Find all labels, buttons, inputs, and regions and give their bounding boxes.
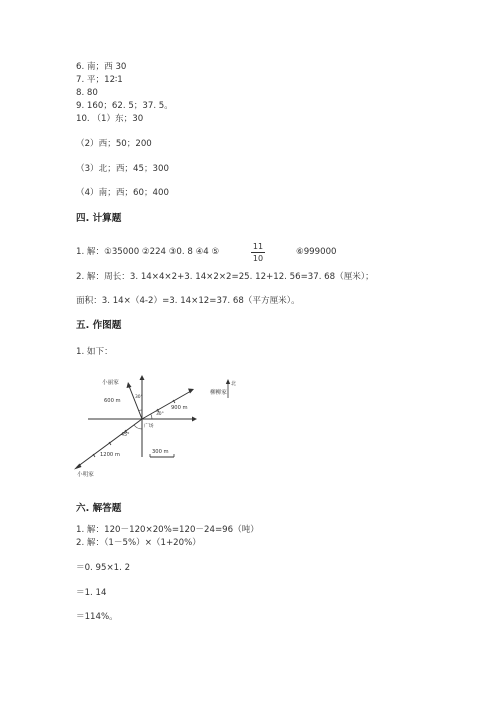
answer-9: 9. 160；62. 5；37. 5。 — [76, 101, 173, 111]
direction-diagram — [60, 372, 250, 482]
solve-q1: 1. 解：120－120×20%=120－24=96（吨） — [76, 525, 259, 535]
label-angle-30-nw: 30° — [135, 395, 143, 400]
fraction — [251, 242, 265, 263]
fraction-numerator: 11 — [252, 242, 264, 251]
arrow-xiaoli — [127, 382, 132, 388]
angle-arc-sw — [134, 425, 142, 429]
answer-8: 8. 80 — [76, 88, 98, 98]
answer-10-1: 10. （1）东；30 — [76, 114, 144, 124]
solve-step-2: ＝1. 14 — [76, 588, 107, 598]
label-scale: 300 m — [152, 449, 169, 455]
label-xiaoming: 小明家 — [77, 472, 94, 478]
label-xiaoli: 小丽家 — [102, 380, 119, 386]
axis-arrow-east — [192, 417, 197, 422]
solve-step-1: ＝0. 95×1. 2 — [76, 563, 131, 573]
angle-arc-ne — [151, 414, 152, 419]
label-1200m: 1200 m — [100, 452, 120, 458]
answer-10-2: （2）西；50；200 — [76, 139, 152, 149]
label-guangchang: 广场 — [144, 424, 154, 429]
label-600m: 600 m — [104, 398, 121, 404]
answer-10-3: （3）北；西；45；300 — [76, 164, 169, 174]
solve-step-3: ＝114%。 — [76, 612, 118, 622]
section-6-heading: 六. 解答题 — [76, 503, 122, 514]
calc-q2-line2: 面积：3. 14×（4-2）=3. 14×12=37. 68（平方厘米）。 — [76, 296, 300, 306]
north-indicator-arrow — [226, 379, 230, 384]
section-4-heading: 四. 计算题 — [76, 213, 122, 224]
ray-to-xiaoli — [129, 386, 142, 419]
solve-q2: 2. 解：（1－5%）×（1+20%） — [76, 538, 201, 548]
answer-10-4: （4）南；西；60；400 — [76, 188, 169, 198]
answer-6: 6. 南；西 30 — [76, 62, 127, 72]
label-liuliu: 柳柳家 — [210, 390, 227, 396]
fraction-denominator: 10 — [252, 254, 264, 263]
calc-q1-suffix: ⑥999000 — [296, 247, 337, 257]
answer-7: 7. 平；12∶1 — [76, 75, 123, 85]
label-angle-45: 45° — [121, 433, 130, 438]
label-angle-30-ne: 30° — [156, 412, 164, 417]
label-900m: 900 m — [171, 405, 188, 411]
calc-q1-prefix: 1. 解：①35000 ②224 ③0. 8 ④4 ⑤ — [76, 247, 220, 257]
fraction-bar — [251, 252, 265, 253]
drawing-q1: 1. 如下： — [76, 347, 113, 357]
calc-q2-line1: 2. 解：周长：3. 14×4×2+3. 14×2×2=25. 12+12. 56=37. 68（厘米）； — [76, 272, 374, 282]
label-north: 北 — [231, 381, 237, 387]
axis-arrow-north — [140, 375, 145, 380]
section-5-heading: 五. 作图题 — [76, 320, 122, 331]
